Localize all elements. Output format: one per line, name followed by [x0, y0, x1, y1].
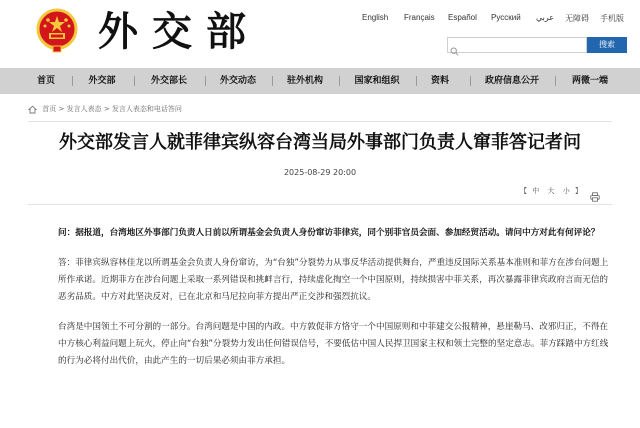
- font-size-bracket-open: 【: [520, 187, 527, 195]
- nav-item-home[interactable]: 首页: [36, 76, 55, 86]
- main-nav: [0, 68, 640, 94]
- divider: [28, 204, 612, 205]
- lang-russian-link[interactable]: Русский: [491, 13, 521, 22]
- print-icon[interactable]: [590, 187, 600, 197]
- nav-divider: [555, 76, 556, 86]
- font-size-small-button[interactable]: 小: [562, 187, 570, 195]
- lang-arabic-link[interactable]: عربي: [536, 13, 555, 22]
- breadcrumb-home[interactable]: 首页: [42, 105, 57, 113]
- nav-item-ministry[interactable]: 外交部: [88, 76, 116, 86]
- font-size-selector: [520, 186, 582, 198]
- breadcrumb-spokesperson[interactable]: 发言人表态: [66, 105, 102, 113]
- answer-paragraph: 台湾是中国领土不可分割的一部分。台湾问题是中国的内政。中方敦促菲方恪守一个中国原则和中菲建交公报精神，悬崖勒马、改邪归正，不得在中方核心利益问题上玩火，停止向“台独”分裂势力发出任何错误信号，不要低估中国人民捍卫国家主权和领土完整的坚定意志。菲方踩踏中方红线的行为必将付出代价，由此产生的一切后果必须由菲方承担。: [58, 322, 609, 366]
- nav-item-countries[interactable]: 国家和组织: [354, 76, 400, 86]
- search-box: [447, 37, 587, 53]
- question-paragraph: 问：据报道，台湾地区外事部门负责人日前以所谓基金会负责人身份窜访菲律宾，同个别菲官员会面、参加经贸活动。请问中方对此有何评论？: [58, 228, 600, 238]
- nav-divider: [205, 76, 206, 86]
- search-input[interactable]: [448, 44, 578, 58]
- font-size-bracket-close: 】: [574, 187, 582, 195]
- national-emblem-icon[interactable]: [36, 8, 78, 54]
- nav-divider: [134, 76, 135, 86]
- nav-divider: [272, 76, 273, 86]
- site-header: [0, 0, 640, 68]
- breadcrumb: [28, 104, 182, 116]
- publish-date: 2025-08-29 20:00: [283, 168, 357, 177]
- font-size-medium-button[interactable]: 中: [532, 187, 540, 195]
- lang-spanish-link[interactable]: Español: [448, 13, 477, 22]
- article-title: 外交部发言人就菲律宾纵容台湾当局外事部门负责人窜菲答记者问: [59, 132, 581, 153]
- home-icon[interactable]: [28, 105, 37, 114]
- nav-item-resources[interactable]: 资料: [430, 76, 449, 86]
- divider: [28, 121, 612, 122]
- nav-item-gov-info[interactable]: 政府信息公开: [484, 76, 539, 86]
- search-icon: [450, 41, 459, 50]
- mobile-version-link[interactable]: 手机版: [600, 14, 624, 23]
- answer-paragraph: 答：菲律宾纵容林佳龙以所谓基金会负责人身份窜访，为“台独”分裂势力从事反华活动提供舞台，严重违反国际关系基本准则和菲方在涉台问题上所作承诺。近期菲方在涉台问题上采取一系列错误和挑衅言行，持续虚化掏空一个中国原则，持续损害中菲关系，再次暴露菲律宾政府言而无信的恶劣品质。中方对此坚决反对，已在北京和马尼拉向菲方提出严正交涉和强烈抗议。: [58, 258, 609, 302]
- breadcrumb-separator: >: [103, 105, 110, 113]
- nav-item-minister[interactable]: 外交部长: [150, 76, 187, 86]
- article-body: [58, 225, 614, 383]
- lang-french-link[interactable]: Français: [404, 13, 435, 22]
- search-button[interactable]: 搜索: [587, 37, 627, 53]
- language-bar: [360, 13, 632, 27]
- breadcrumb-separator: >: [58, 105, 65, 113]
- nav-item-social-media[interactable]: 两微一端: [571, 76, 608, 86]
- ministry-logo-text[interactable]: 外交部: [98, 8, 260, 55]
- lang-english-link[interactable]: English: [362, 13, 389, 22]
- breadcrumb-current[interactable]: 发言人表态和电话答问: [111, 105, 182, 113]
- nav-divider: [470, 76, 471, 86]
- nav-item-overseas-missions[interactable]: 驻外机构: [286, 76, 323, 86]
- nav-item-diplomatic-news[interactable]: 外交动态: [219, 76, 256, 86]
- nav-divider: [339, 76, 340, 86]
- font-size-large-button[interactable]: 大: [547, 187, 555, 195]
- nav-divider: [72, 76, 73, 86]
- accessibility-link[interactable]: 无障碍: [565, 14, 589, 23]
- nav-divider: [416, 76, 417, 86]
